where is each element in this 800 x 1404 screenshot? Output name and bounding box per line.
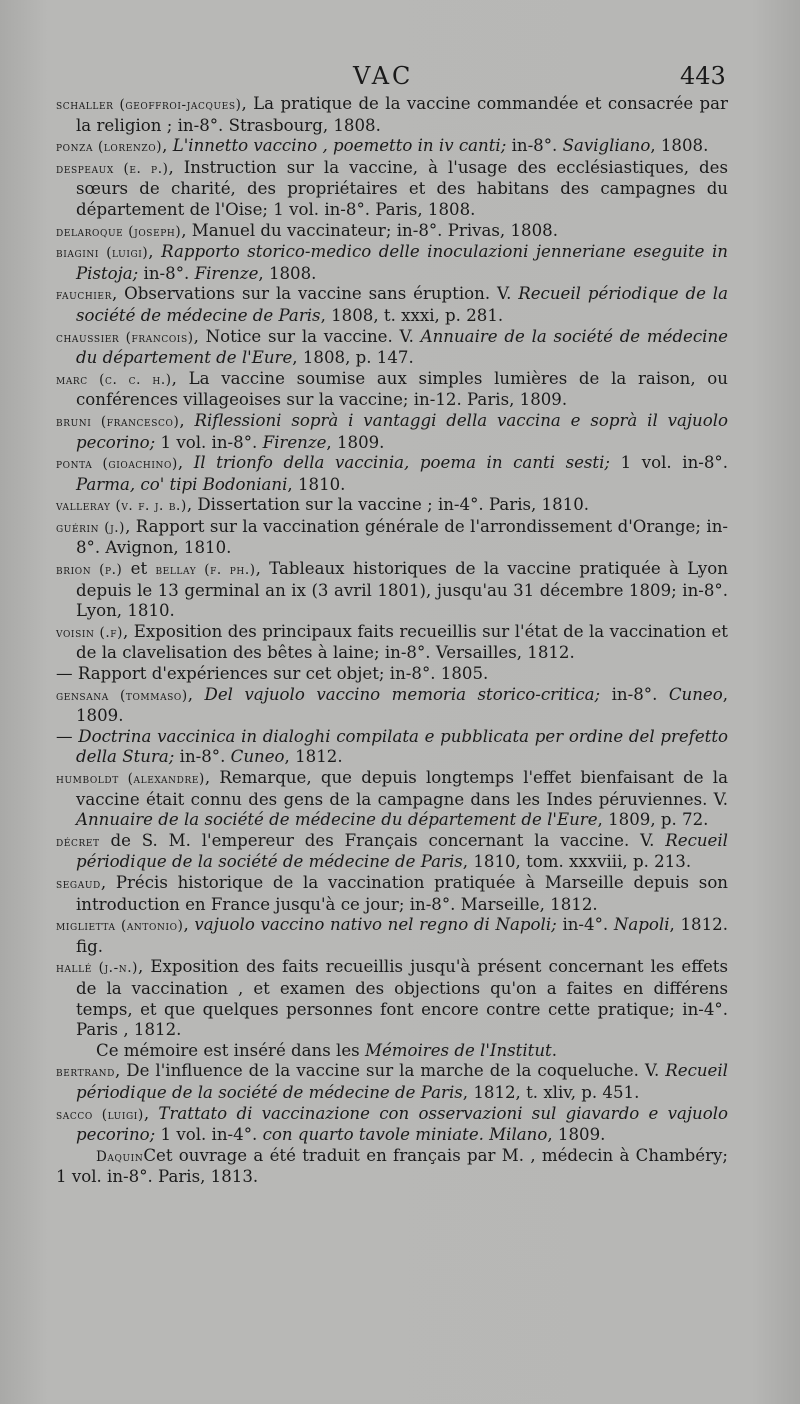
entry-text: , 1808. <box>258 263 317 283</box>
author-name: miglietta <box>56 918 121 935</box>
author-forename: (joseph) <box>128 223 182 240</box>
author-name: schaller <box>56 97 120 113</box>
author-forename: (j.-n.) <box>98 960 138 977</box>
bibliography-entry <box>56 685 728 727</box>
work-title: Doctrina vaccinica in dialoghi compilata e pubblicata per ordine del prefetto della Stura; <box>76 726 728 767</box>
author-name: chaussier <box>56 329 126 346</box>
bibliography-entry <box>56 242 728 284</box>
author-forename: (gioachino) <box>102 456 178 473</box>
author-forename: (j.) <box>104 519 126 536</box>
author-name: ponza <box>56 139 98 156</box>
author-forename: (geoffroi-jacques) <box>119 97 242 113</box>
entry-text: , La pratique de la vaccine commandée et consacrée par la religion ; in-8°. Strasbourg, 1808. <box>76 94 728 135</box>
entry-text: , <box>143 1103 159 1123</box>
author-forename: (c. c. h.) <box>99 371 172 388</box>
entry-text: , De l'influence de la vaccine sur la marche de la coqueluche. V. <box>114 1061 666 1081</box>
entry-text: 1 vol. in-8°. <box>610 453 728 473</box>
author-name: bruni <box>56 413 101 430</box>
work-title: Del vajuolo vaccino memoria storico-critica; <box>204 684 601 704</box>
author-name: biagini <box>56 245 107 262</box>
entry-text: , 1808, t. xxxi, p. 281. <box>320 305 504 325</box>
entry-text: , médecin à Chambéry; 1 vol. in-8°. Paris, 1813. <box>56 1145 728 1187</box>
author-name: valleray <box>56 498 116 515</box>
author-name: bertrand <box>56 1064 115 1081</box>
author-forename: (tommaso) <box>119 687 188 704</box>
entry-text: in-8°. <box>138 263 195 283</box>
bibliography-entry <box>56 284 728 326</box>
entry-text: , <box>162 136 173 156</box>
entry-text: , 1810. <box>287 474 346 494</box>
bibliography-entry <box>56 873 728 915</box>
entry-text: , Observations sur la vaccine sans éruption. V. <box>111 284 519 304</box>
bibliography-entry <box>56 727 728 768</box>
bibliography-entry <box>56 957 728 1040</box>
author-name: delaroque <box>56 223 129 240</box>
page-number: 443 <box>680 62 726 90</box>
bibliography-entry <box>56 664 728 685</box>
entry-text: in-8°. <box>174 747 231 767</box>
entry-text: , 1809. <box>76 684 729 726</box>
author-forename: (alexandre) <box>127 771 205 787</box>
work-title: Cuneo <box>668 684 723 704</box>
author-name: fauchier <box>56 287 112 304</box>
entry-text: , La vaccine soumise aux simples lumières de la raison, ou conférences villageoises sur la vaccine; in-12. Paris, 1809. <box>76 368 728 410</box>
author-name: bellay <box>155 562 205 579</box>
bibliography-entry <box>56 915 728 957</box>
bibliography-entry <box>56 94 728 136</box>
work-title: Parma, co' tipi Bodoniani <box>76 474 288 494</box>
work-title: Recueil périodique de la société de médecine de Paris <box>76 1061 728 1102</box>
work-title: Cuneo <box>230 747 285 767</box>
entry-text: Rapport d'expériences sur cet objet; in-8°. 1805. <box>77 664 489 684</box>
author-forename: (f. ph.) <box>204 562 256 579</box>
entry-text: , <box>177 453 194 473</box>
entry-text: , 1810, tom. xxxviii, p. 213. <box>462 852 692 872</box>
entry-text: in-8°. <box>506 136 563 156</box>
entry-text: , Précis historique de la vaccination pratiquée à Marseille depuis son introduction en France jusqu'à ce jour; in-8°. Marseille, 1812. <box>76 872 728 914</box>
entry-text: , 1809, p. 72. <box>597 810 709 830</box>
bibliography-entry <box>56 768 728 831</box>
work-title: con quarto tavole miniate. Milano <box>262 1125 548 1145</box>
work-title: vajuolo vaccino nativo nel regno di Napoli; <box>194 915 557 935</box>
entry-note <box>56 1146 728 1188</box>
entry-text: , Notice sur la vaccine. V. <box>193 326 421 346</box>
bibliography-entry <box>56 411 728 453</box>
entry-text: . <box>551 1040 557 1060</box>
entry-text: , <box>148 242 162 262</box>
entry-text: , 1808. <box>650 136 709 156</box>
ditto-dash: — <box>56 664 78 684</box>
work-title: Recueil périodique de la société de médecine de Paris <box>76 830 728 872</box>
work-title: Riflessioni soprà i vantaggi della vaccina e soprà il vajuolo pecorino; <box>76 410 728 452</box>
entry-text: , 1808, p. 147. <box>292 348 414 368</box>
page-header <box>0 62 800 98</box>
author-forename: (francesco) <box>100 413 180 430</box>
entry-text: de S. M. l'empereur des Français concernant la vaccine. V. <box>99 830 666 850</box>
author-name: gensana <box>56 687 120 704</box>
work-title: Annuaire de la société de médecine du département de l'Eure <box>76 810 598 830</box>
entry-text: , Instruction sur la vaccine, à l'usage des ecclésiastiques, des sœurs de charité, des propriétaires et des habitans des campagnes du département de l'Oise; 1 vol. in-8°. Paris, 1808. <box>76 157 728 219</box>
entry-text: et <box>122 559 156 579</box>
entry-text: , Manuel du vaccinateur; in-8°. Privas, 1808. <box>181 220 558 240</box>
work-title: Firenze <box>194 263 259 283</box>
author-name: hallé <box>56 960 99 977</box>
author-forename: (v. f. j. b.) <box>115 498 187 515</box>
author-forename: (antonio) <box>120 918 184 935</box>
entry-text: , 1812. fig. <box>76 915 728 956</box>
bibliography-entry <box>56 1061 728 1103</box>
entry-text: , Exposition des faits recueillis jusqu'à présent concernant les effets de la vaccination , et examen des objections qu'on a faites en différens temps, et que quelques personnes font encore contre cette pratique; in-4°. Paris , 1812. <box>76 957 728 1040</box>
entry-text: , Dissertation sur la vaccine ; in-4°. Paris, 1810. <box>186 495 590 515</box>
work-title: Il trionfo della vaccinia, poema in canti sesti; <box>193 453 610 473</box>
work-title: Napoli <box>613 915 670 935</box>
bibliography-entry <box>56 559 728 622</box>
bibliography-entry <box>56 453 728 495</box>
author-forename: (luigi) <box>106 245 149 262</box>
author-name: guérin <box>56 519 105 536</box>
author-name: marc <box>56 371 100 388</box>
entry-text: 1 vol. in-8°. <box>155 432 263 452</box>
author-name: sacco <box>56 1106 102 1123</box>
bibliography-entry <box>56 369 728 411</box>
author-name: ponta <box>56 456 103 473</box>
bibliography-entry <box>56 136 728 158</box>
entry-text: , Rapport sur la vaccination générale de l'arrondissement d'Orange; in-8°. Avignon, 1810. <box>76 516 728 558</box>
entry-text: , <box>187 684 205 704</box>
entry-text: , 1809. <box>326 432 385 452</box>
entry-text: , 1812, t. xliv, p. 451. <box>462 1082 640 1102</box>
author-name: brion <box>56 562 100 579</box>
bibliography-entry <box>56 831 728 873</box>
bibliography-entry <box>56 495 728 517</box>
entry-text: , <box>179 410 195 430</box>
bibliography-entry <box>56 622 728 664</box>
author-forename: (luigi) <box>101 1106 144 1123</box>
bibliography-entry <box>56 1104 728 1146</box>
author-forename: (francois) <box>125 329 194 346</box>
entry-text: in-4°. <box>556 915 614 935</box>
author-forename: (lorenzo) <box>97 139 163 156</box>
author-forename: (e. p.) <box>123 160 169 177</box>
author-forename: (p.) <box>99 562 123 579</box>
author-name: despeaux <box>56 160 124 177</box>
work-title: Annuaire de la société de médecine du département de l'Eure <box>76 326 728 368</box>
entry-text: , Exposition des principaux faits recueillis sur l'état de la vaccination et de la clavelisation des bêtes à laine; in-8°. Versailles, 1812. <box>76 621 728 663</box>
bibliography-entry <box>56 327 728 369</box>
bibliography-entry <box>56 221 728 243</box>
work-title: Rapporto storico-medico delle inoculazioni jenneriane eseguite in Pistoja; <box>76 242 728 283</box>
work-title: Firenze <box>262 432 327 452</box>
work-title: Mémoires de l'Institut <box>364 1040 552 1060</box>
author-name: Daquin <box>96 1148 144 1165</box>
work-title: Recueil périodique de la société de médecine de Paris <box>76 284 728 325</box>
author-name: segaud <box>56 875 101 892</box>
entry-text: , Remarque, que depuis longtemps l'effet bienfaisant de la vaccine était connu des gens de la campagne dans les Indes péruviennes. V. <box>76 768 729 809</box>
entry-text: , <box>183 915 195 935</box>
entry-text: , 1812. <box>284 747 343 767</box>
author-forename: (.f) <box>99 624 124 641</box>
work-title: L'innetto vaccino , poemetto in iv canti; <box>172 136 507 156</box>
author-name: humboldt <box>56 771 128 787</box>
work-title: Trattato di vaccinazione con osservazioni sul giavardo e vajuolo pecorino; <box>76 1103 728 1145</box>
author-name: décret <box>56 833 100 850</box>
author-name: voisin <box>56 624 100 641</box>
entry-text: 1 vol. in-4°. <box>155 1125 263 1145</box>
ditto-dash: — <box>56 726 79 746</box>
entry-text: , Tableaux historiques de la vaccine pratiquée à Lyon depuis le 13 germinal an ix (3 avril 1801), jusqu'au 31 décembre 1809; in-8°. Lyon, 1810. <box>76 559 728 621</box>
bibliography-list <box>56 94 728 1188</box>
bibliography-entry <box>56 158 728 221</box>
work-title: Savigliano <box>562 136 651 156</box>
entry-text: Ce mémoire est inséré dans les <box>96 1040 365 1060</box>
entry-text: Cet ouvrage a été traduit en français par M. <box>143 1145 531 1165</box>
entry-text: , 1809. <box>547 1125 606 1145</box>
entry-text: in-8°. <box>600 684 669 704</box>
running-title: VAC <box>353 62 414 90</box>
bibliography-entry <box>56 517 728 559</box>
entry-note <box>56 1041 728 1062</box>
